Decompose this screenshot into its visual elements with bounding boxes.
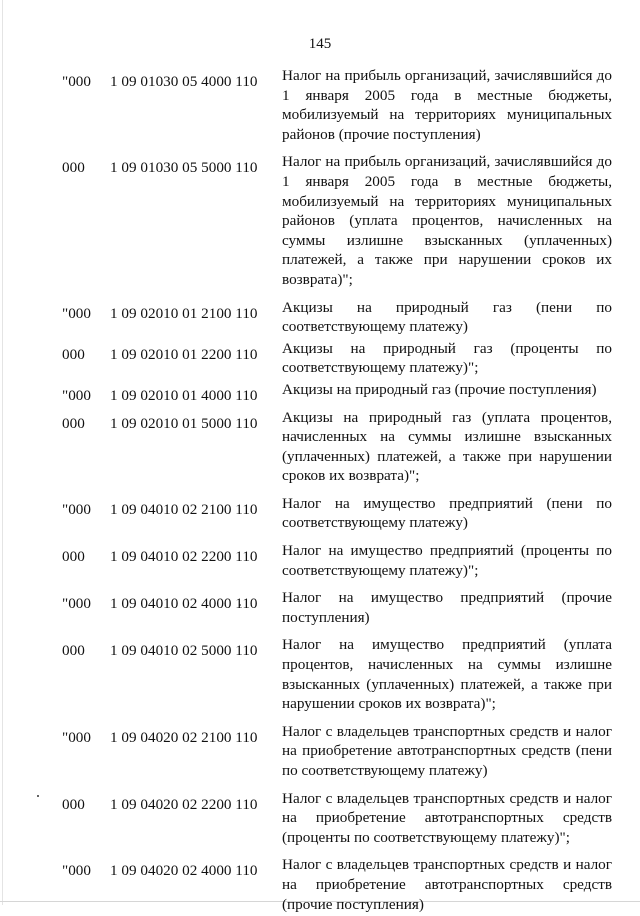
budget-code: 1 09 02010 01 4000 110 [110,386,258,404]
revenue-name: Налог на прибыль организаций, зачислявшийся до 1 января 2005 года в местные бюджеты, мобилизуемый на территориях муниципальных районов (уплата процентов, начисленных на суммы излишне взысканных (уплаченных) платежей, а также при нарушении сроков их возврата)"; [282,153,612,288]
admin-code: "000 [62,500,91,518]
table-row [0,66,640,144]
budget-code: 1 09 01030 05 5000 110 [110,159,258,177]
admin-code: "000 [62,73,91,90]
budget-code: 1 09 04010 02 4000 110 [110,595,258,613]
budget-code: 1 09 04020 02 4000 110 [110,862,258,880]
admin-code: "000 [62,386,91,404]
admin-code: 000 [62,642,85,660]
revenue-name: Налог с владельцев транспортных средств и налог на приобретение автотранспортных средств (проценты по соответствующему платежу)"; [282,789,612,846]
table-row [0,789,640,848]
revenue-name: Налог на имущество предприятий (проценты по соответствующему платежу)"; [282,542,612,579]
table-row [0,855,640,914]
table-row [0,298,640,337]
budget-code: 1 09 04010 02 2100 110 [110,500,258,518]
admin-code: 000 [62,795,85,813]
budget-code: 1 09 04010 02 2200 110 [110,548,258,566]
table-row [0,380,640,406]
table-row [0,635,640,713]
revenue-name: Налог на имущество предприятий (пени по соответствующему платежу) [282,494,612,532]
table-row [0,588,640,627]
page-number: 145 [308,36,332,52]
revenue-name: Налог на прибыль организаций, зачислявшийся до 1 января 2005 года в местные бюджеты, мобилизуемый на территориях муниципальных районов (прочие поступления) [282,67,612,143]
admin-code: "000 [62,862,91,880]
budget-code: 1 09 02010 01 5000 110 [110,414,258,432]
admin-code: 000 [62,345,85,363]
admin-code: 000 [62,414,85,432]
revenue-name: Налог на имущество предприятий (прочие поступления) [282,589,612,626]
admin-code: "000 [62,595,91,613]
admin-code: 000 [62,548,85,566]
classification-table [0,66,640,916]
revenue-name: Акцизы на природный газ (пени по соответствующему платежу) [282,298,612,336]
table-row [0,339,640,378]
table-row [0,722,640,781]
table-row [0,152,640,289]
revenue-name: Налог с владельцев транспортных средств и налог на приобретение автотранспортных средств (прочие поступления) [282,856,612,913]
table-row [0,541,640,580]
budget-code: 1 09 02010 01 2100 110 [110,304,258,322]
revenue-name: Акцизы на природный газ (проценты по соответствующему платежу)"; [282,339,612,377]
budget-code: 1 09 01030 05 4000 110 [110,73,258,90]
budget-code: 1 09 04010 02 5000 110 [110,642,258,660]
admin-code: "000 [62,304,91,322]
table-row [0,494,640,533]
budget-code: 1 09 04020 02 2100 110 [110,728,258,746]
admin-code: "000 [62,728,91,746]
revenue-name: Акцизы на природный газ (уплата процентов, начисленных на суммы излишне взысканных (уплаченных) платежей, а также при нарушении сроков их возврата)"; [282,408,612,485]
revenue-name: Налог с владельцев транспортных средств и налог на приобретение автотранспортных средств (пени по соответствующему платежу) [282,722,612,779]
admin-code: 000 [62,159,85,177]
revenue-name: Акцизы на природный газ (прочие поступления) [282,380,597,398]
revenue-name: Налог на имущество предприятий (уплата процентов, начисленных на суммы излишне взысканных (уплаченных) платежей, а также при нарушении сроков их возврата)"; [282,636,612,713]
table-row [0,408,640,486]
budget-code: 1 09 04020 02 2200 110 [110,795,258,813]
budget-code: 1 09 02010 01 2200 110 [110,345,258,363]
